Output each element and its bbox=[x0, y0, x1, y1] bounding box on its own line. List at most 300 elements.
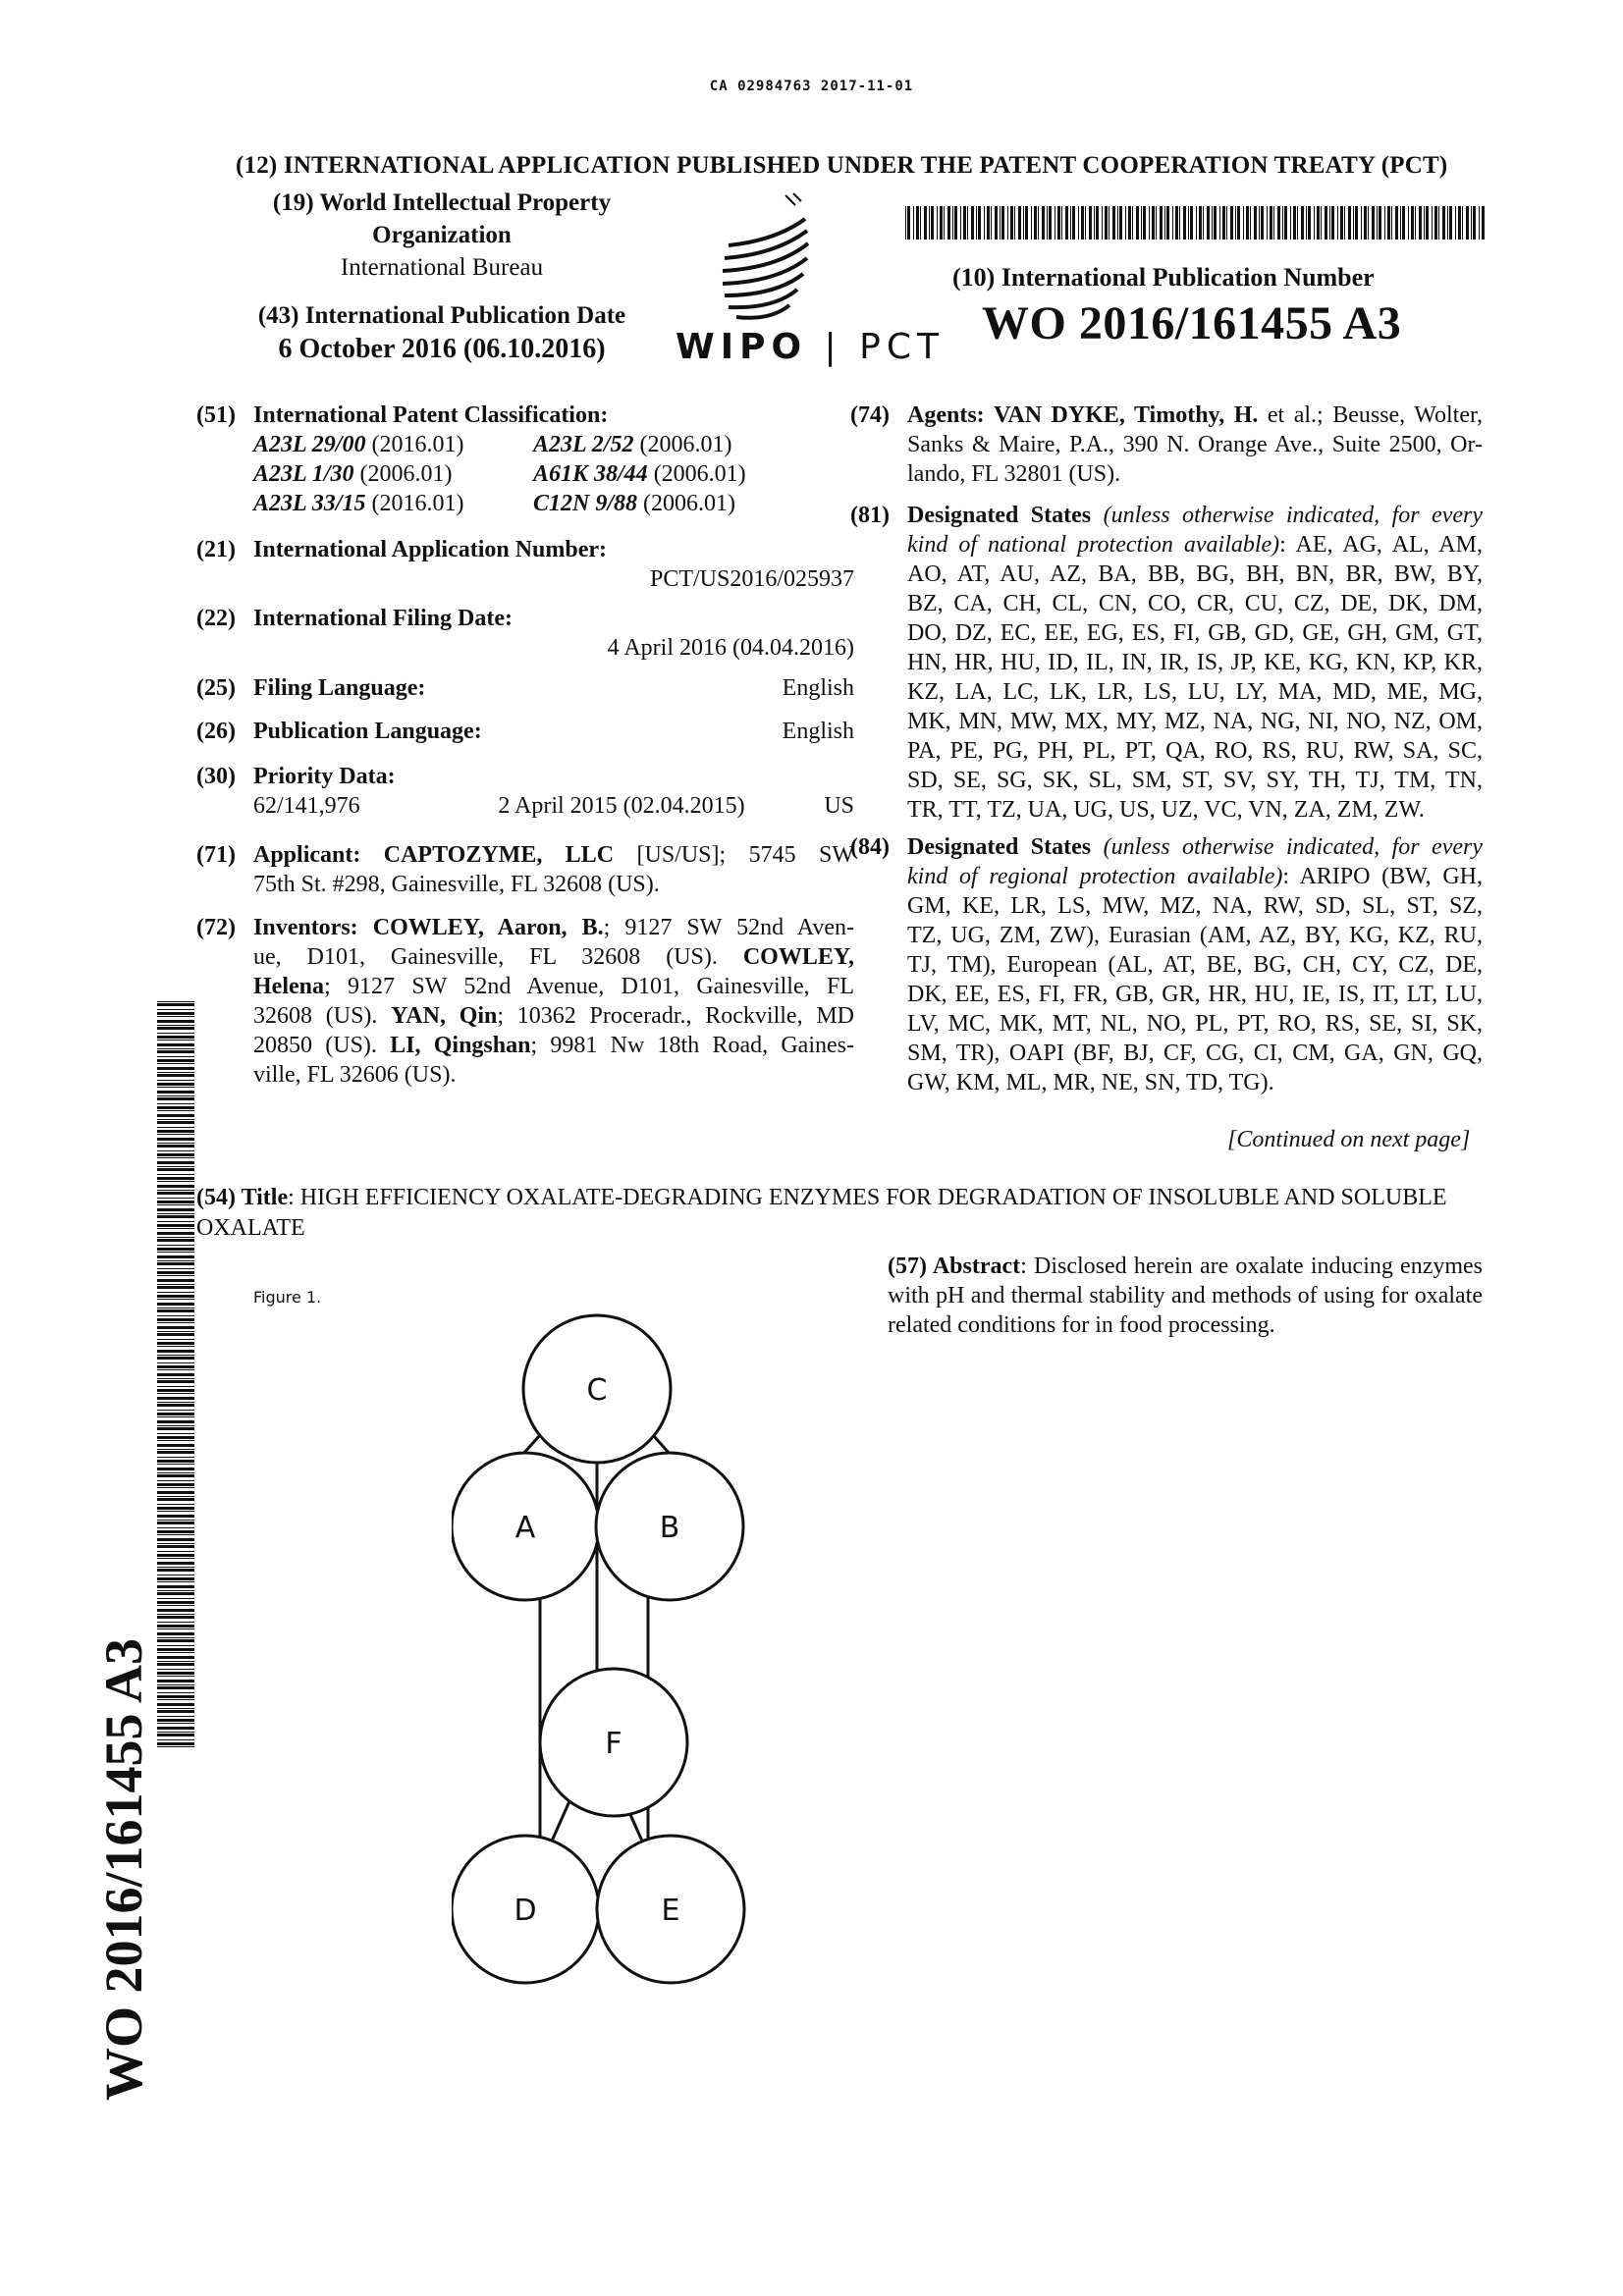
barcode-bar bbox=[157, 1286, 194, 1289]
publication-date-block bbox=[236, 299, 648, 366]
barcode-bar bbox=[1458, 206, 1461, 240]
barcode-bar bbox=[157, 1020, 194, 1023]
barcode-bar bbox=[1372, 206, 1375, 240]
barcode-bar bbox=[1331, 206, 1334, 240]
barcode-bar bbox=[1188, 206, 1189, 240]
barcode-bar bbox=[1267, 206, 1268, 240]
barcode-bar bbox=[157, 1192, 194, 1195]
barcode-bar bbox=[157, 1237, 194, 1238]
classification-label: International Patent Classification: bbox=[253, 402, 609, 428]
barcode-bar bbox=[1314, 206, 1315, 240]
org-line-1: (19) World Intellectual Property bbox=[272, 189, 612, 216]
barcode-bar bbox=[157, 1365, 194, 1368]
barcode-bar bbox=[157, 1581, 194, 1582]
barcode-bar bbox=[1419, 206, 1422, 240]
barcode-bar bbox=[157, 1410, 194, 1411]
barcode-bar bbox=[157, 1637, 194, 1638]
barcode-bar bbox=[157, 1369, 194, 1370]
barcode-bar bbox=[157, 1598, 194, 1599]
barcode-bar bbox=[157, 1153, 194, 1156]
barcode-bar bbox=[157, 1538, 194, 1541]
barcode-bar bbox=[157, 1551, 194, 1552]
barcode-bar bbox=[1072, 206, 1075, 240]
barcode-bar bbox=[157, 1043, 194, 1046]
barcode-bar bbox=[995, 206, 998, 240]
org-line-2: Organization bbox=[372, 222, 512, 248]
barcode-bar bbox=[157, 1067, 194, 1070]
title-text: : HIGH EFFICIENCY OXALATE-DEGRADING ENZYMES FOR DEGRADATION OF INSOLUBLE AND SOLUBLE OXALATE bbox=[196, 1185, 1447, 1241]
barcode-bar bbox=[157, 1033, 194, 1034]
barcode-bar bbox=[1344, 206, 1345, 240]
barcode-bar bbox=[963, 206, 966, 240]
barcode-bar bbox=[1426, 206, 1429, 240]
publication-barcode bbox=[905, 206, 1485, 240]
barcode-bar bbox=[1034, 206, 1037, 240]
abstract-text: : Disclosed herein are oxalate inducing enzymes with pH and thermal stability and methods of using for oxalate related conditions for in food processing. bbox=[888, 1254, 1484, 1338]
barcode-bar bbox=[157, 1472, 194, 1473]
barcode-bar bbox=[1070, 206, 1071, 240]
barcode-bar bbox=[1119, 206, 1122, 240]
barcode-bar bbox=[157, 1157, 194, 1158]
barcode-bar bbox=[1219, 206, 1220, 240]
barcode-bar bbox=[157, 1436, 194, 1439]
barcode-bar bbox=[916, 206, 919, 240]
barcode-bar bbox=[1038, 206, 1039, 240]
barcode-bar bbox=[157, 1732, 194, 1733]
barcode-bar bbox=[929, 206, 930, 240]
barcode-bar bbox=[1230, 206, 1233, 240]
priority-country: US bbox=[824, 793, 854, 819]
barcode-bar bbox=[1473, 206, 1476, 240]
node-label-e: E bbox=[661, 1894, 680, 1928]
barcode-bar bbox=[1482, 206, 1485, 240]
barcode-bar bbox=[1196, 206, 1197, 240]
barcode-bar bbox=[157, 1433, 194, 1434]
barcode-bar bbox=[157, 1185, 194, 1188]
barcode-bar bbox=[157, 1040, 194, 1041]
barcode-bar bbox=[1290, 206, 1291, 240]
barcode-bar bbox=[157, 1127, 194, 1128]
barcode-bar bbox=[1128, 206, 1131, 240]
barcode-bar bbox=[157, 1181, 194, 1182]
barcode-bar bbox=[157, 1215, 194, 1218]
barcode-bar bbox=[157, 1260, 194, 1261]
org-line-3: International Bureau bbox=[340, 254, 544, 281]
barcode-bar bbox=[157, 1138, 194, 1141]
barcode-bar bbox=[157, 1355, 194, 1356]
barcode-bar bbox=[157, 1346, 194, 1347]
barcode-bar bbox=[157, 1699, 194, 1700]
barcode-bar bbox=[157, 1121, 194, 1124]
barcode-bar bbox=[157, 1378, 194, 1379]
barcode-bar bbox=[157, 1114, 194, 1117]
barcode-bar bbox=[1400, 206, 1401, 240]
barcode-bar bbox=[1455, 206, 1456, 240]
barcode-bar bbox=[157, 1213, 194, 1214]
barcode-bar bbox=[1297, 206, 1298, 240]
barcode-bar bbox=[157, 1727, 194, 1730]
barcode-bar bbox=[1317, 206, 1320, 240]
barcode-bar bbox=[1023, 206, 1024, 240]
barcode-bar bbox=[1014, 206, 1015, 240]
barcode-bar bbox=[1368, 206, 1369, 240]
barcode-bar bbox=[157, 1719, 194, 1722]
barcode-bar bbox=[157, 1625, 194, 1628]
barcode-bar bbox=[1164, 206, 1165, 240]
barcode-bar bbox=[1306, 206, 1307, 240]
barcode-bar bbox=[1293, 206, 1296, 240]
barcode-bar bbox=[1377, 206, 1378, 240]
barcode-bar bbox=[157, 1168, 194, 1171]
barcode-bar bbox=[157, 1315, 194, 1316]
barcode-bar bbox=[157, 1590, 194, 1591]
side-publication-number: WO 2016/161455 A3 bbox=[94, 1637, 153, 2101]
barcode-bar bbox=[1117, 206, 1118, 240]
barcode-bar bbox=[1424, 206, 1425, 240]
barcode-bar bbox=[157, 1577, 194, 1580]
barcode-bar bbox=[157, 1252, 194, 1253]
barcode-bar bbox=[157, 1134, 194, 1135]
barcode-bar bbox=[157, 1515, 194, 1518]
barcode-bar bbox=[157, 1605, 194, 1606]
barcode-bar bbox=[157, 1480, 194, 1481]
node-label-c: C bbox=[586, 1373, 608, 1408]
barcode-bar bbox=[157, 1645, 194, 1646]
publication-number: WO 2016/161455 A3 bbox=[982, 297, 1402, 349]
barcode-bar bbox=[1007, 206, 1008, 240]
barcode-bar bbox=[157, 1001, 194, 1002]
field-57-abstract: (57) Abstract: Disclosed herein are oxalate inducing enzymes with pH and thermal stability and methods of using for oxalate related conditions for in food processing. bbox=[888, 1254, 1484, 1338]
barcode-bar bbox=[157, 1496, 194, 1497]
barcode-bar bbox=[1152, 206, 1155, 240]
barcode-bar bbox=[960, 206, 961, 240]
barcode-bar bbox=[157, 1232, 194, 1235]
barcode-bar bbox=[1031, 206, 1032, 240]
inventor-name: Helena bbox=[253, 974, 324, 999]
barcode-bar bbox=[1136, 206, 1139, 240]
barcode-bar bbox=[157, 1427, 194, 1430]
barcode-bar bbox=[157, 1255, 194, 1258]
barcode-bar bbox=[1132, 206, 1133, 240]
barcode-bar bbox=[157, 1012, 194, 1015]
barcode-bar bbox=[1250, 206, 1251, 240]
barcode-bar bbox=[1270, 206, 1272, 240]
barcode-bar bbox=[157, 1063, 194, 1064]
barcode-bar bbox=[1214, 206, 1217, 240]
barcode-bar bbox=[1408, 206, 1409, 240]
abstract-label: Abstract bbox=[932, 1254, 1021, 1279]
barcode-bar bbox=[1078, 206, 1079, 240]
classification-code: A23L 33/15 (2016.01) bbox=[253, 491, 464, 516]
barcode-bar bbox=[157, 1639, 194, 1642]
barcode-bar bbox=[971, 206, 974, 240]
barcode-bar bbox=[157, 1661, 194, 1662]
barcode-bar bbox=[157, 1622, 194, 1623]
barcode-bar bbox=[1471, 206, 1472, 240]
barcode-bar bbox=[1057, 206, 1060, 240]
barcode-bar bbox=[931, 206, 934, 240]
barcode-bar bbox=[157, 1684, 194, 1685]
barcode-bar bbox=[157, 1221, 194, 1222]
barcode-bar bbox=[1112, 206, 1115, 240]
barcode-bar bbox=[157, 1464, 194, 1465]
field-54-title: (54) Title: HIGH EFFICIENCY OXALATE-DEGRADING ENZYMES FOR DEGRADATION OF INSOLUBLE AND SOLUBLE OXALATE bbox=[196, 1185, 1447, 1241]
barcode-bar bbox=[157, 1520, 194, 1521]
barcode-bar bbox=[1183, 206, 1186, 240]
barcode-bar bbox=[157, 1695, 194, 1698]
barcode-bar bbox=[1479, 206, 1480, 240]
barcode-bar bbox=[157, 1050, 194, 1053]
barcode-bar bbox=[157, 1087, 194, 1088]
barcode-bar bbox=[157, 1527, 194, 1528]
barcode-bar bbox=[1061, 206, 1062, 240]
barcode-bar bbox=[157, 1080, 194, 1081]
classification-code: C12N 9/88 (2006.01) bbox=[533, 491, 735, 516]
barcode-bar bbox=[987, 206, 990, 240]
barcode-bar bbox=[157, 1072, 194, 1073]
barcode-bar bbox=[907, 206, 910, 240]
barcode-bar bbox=[944, 206, 945, 240]
barcode-bar bbox=[157, 1295, 194, 1298]
barcode-bar bbox=[1384, 206, 1385, 240]
barcode-bar bbox=[976, 206, 977, 240]
barcode-bar bbox=[157, 1228, 194, 1229]
barcode-bar bbox=[157, 1106, 194, 1109]
barcode-bar bbox=[1340, 206, 1343, 240]
barcode-bar bbox=[1364, 206, 1367, 240]
document-id: CA 02984763 2017-11-01 bbox=[709, 79, 914, 94]
barcode-bar bbox=[1277, 206, 1280, 240]
barcode-bar bbox=[157, 1416, 194, 1417]
barcode-bar bbox=[1402, 206, 1405, 240]
barcode-bar bbox=[157, 1103, 194, 1104]
barcode-bar bbox=[940, 206, 943, 240]
barcode-bar bbox=[157, 1074, 194, 1077]
wipo-globe-logo bbox=[668, 191, 815, 324]
barcode-bar bbox=[157, 1275, 194, 1276]
barcode-bar bbox=[157, 1585, 194, 1588]
barcode-bar bbox=[157, 1656, 194, 1659]
classification-code: A23L 2/52 (2006.01) bbox=[533, 432, 732, 457]
barcode-bar bbox=[157, 1632, 194, 1635]
barcode-bar bbox=[157, 1339, 194, 1340]
barcode-bar bbox=[157, 1357, 194, 1360]
barcode-bar bbox=[157, 1425, 194, 1426]
barcode-bar bbox=[157, 1201, 194, 1203]
barcode-bar bbox=[905, 206, 906, 240]
barcode-bar bbox=[157, 1097, 194, 1100]
barcode-bar bbox=[157, 1130, 194, 1133]
barcode-bar bbox=[1308, 206, 1311, 240]
barcode-bar bbox=[157, 1025, 194, 1026]
barcode-bar bbox=[157, 1562, 194, 1565]
barcode-bar bbox=[1337, 206, 1338, 240]
barcode-bar bbox=[1143, 206, 1146, 240]
barcode-bar bbox=[1348, 206, 1351, 240]
barcode-bar bbox=[157, 1362, 194, 1363]
barcode-bar bbox=[157, 1402, 194, 1403]
barcode-bar bbox=[984, 206, 985, 240]
barcode-bar bbox=[1160, 206, 1163, 240]
barcode-bar bbox=[157, 1672, 194, 1675]
barcode-bar bbox=[1361, 206, 1362, 240]
applicant-name: CAPTOZYME, LLC bbox=[383, 842, 615, 868]
barcode-bar bbox=[157, 1268, 194, 1269]
inventor-name: COWLEY, bbox=[742, 944, 854, 970]
barcode-bar bbox=[157, 1413, 194, 1415]
edge-f-d bbox=[550, 1801, 569, 1845]
inventor-name: YAN, Qin bbox=[391, 1003, 498, 1029]
barcode-bar bbox=[1449, 206, 1452, 240]
barcode-bar bbox=[1042, 206, 1045, 240]
barcode-bar bbox=[1273, 206, 1274, 240]
barcode-bar bbox=[157, 1095, 194, 1096]
barcode-bar bbox=[157, 1680, 194, 1682]
barcode-bar bbox=[1237, 206, 1240, 240]
barcode-bar bbox=[157, 1703, 194, 1706]
barcode-bar bbox=[157, 1262, 194, 1265]
barcode-bar bbox=[157, 1742, 194, 1745]
inventor-name: COWLEY, Aaron, B. bbox=[372, 915, 604, 940]
barcode-bar bbox=[1226, 206, 1227, 240]
inventor-name: LI, Qingshan bbox=[390, 1033, 531, 1058]
classification-code: A23L 1/30 (2006.01) bbox=[253, 461, 453, 487]
barcode-bar bbox=[1085, 206, 1086, 240]
barcode-bar bbox=[1190, 206, 1193, 240]
barcode-bar bbox=[1179, 206, 1180, 240]
barcode-bar bbox=[913, 206, 914, 240]
barcode-bar bbox=[157, 1601, 194, 1604]
barcode-bar bbox=[157, 1444, 194, 1447]
barcode-bar bbox=[1203, 206, 1204, 240]
agent-name: VAN DYKE, Timothy, H. bbox=[994, 402, 1259, 428]
barcode-bar bbox=[1301, 206, 1304, 240]
filing-language-value: English bbox=[782, 675, 854, 701]
barcode-bar bbox=[1125, 206, 1126, 240]
barcode-bar bbox=[1379, 206, 1381, 240]
publication-number-label: (10) International Publication Number bbox=[952, 263, 1375, 292]
barcode-bar bbox=[1049, 206, 1052, 240]
barcode-bar bbox=[1149, 206, 1150, 240]
barcode-bar bbox=[157, 1487, 194, 1488]
barcode-bar bbox=[157, 1451, 194, 1454]
barcode-bar bbox=[157, 1389, 194, 1392]
barcode-bar bbox=[157, 1652, 194, 1653]
barcode-bar bbox=[157, 1739, 194, 1740]
barcode-bar bbox=[1284, 206, 1287, 240]
publication-date-label: (43) International Publication Date bbox=[257, 302, 626, 329]
barcode-bar bbox=[1166, 206, 1169, 240]
barcode-bar bbox=[157, 1322, 194, 1323]
barcode-bar bbox=[924, 206, 927, 240]
wipo-pct-wordmark: WIPO | PCT bbox=[676, 327, 945, 367]
node-label-b: B bbox=[659, 1511, 680, 1545]
barcode-bar bbox=[157, 1331, 194, 1332]
barcode-bar bbox=[157, 1504, 194, 1505]
barcode-bar bbox=[157, 1303, 194, 1306]
barcode-bar bbox=[157, 1056, 194, 1057]
barcode-bar bbox=[157, 1491, 194, 1494]
barcode-bar bbox=[157, 1350, 194, 1353]
barcode-bar bbox=[1325, 206, 1327, 240]
barcode-bar bbox=[937, 206, 938, 240]
publication-type-heading: (12) INTERNATIONAL APPLICATION PUBLISHED UNDER THE PATENT COOPERATION TREATY (PCT) bbox=[236, 152, 1448, 179]
barcode-bar bbox=[157, 1208, 194, 1211]
filing-language-label: Filing Language: bbox=[253, 675, 426, 701]
barcode-bar bbox=[157, 1393, 194, 1394]
barcode-bar bbox=[157, 1145, 194, 1148]
barcode-bar bbox=[157, 1440, 194, 1441]
barcode-bar bbox=[1387, 206, 1390, 240]
barcode-bar bbox=[1065, 206, 1068, 240]
barcode-bar bbox=[157, 1380, 194, 1383]
barcode-bar bbox=[1438, 206, 1439, 240]
barcode-bar bbox=[157, 1592, 194, 1595]
barcode-bar bbox=[1254, 206, 1257, 240]
side-barcode bbox=[157, 1001, 194, 1747]
barcode-bar bbox=[1141, 206, 1142, 240]
applicant-address: 75th St. #298, Gainesville, FL 32608 (US). bbox=[253, 872, 660, 897]
barcode-bar bbox=[954, 206, 957, 240]
barcode-bar bbox=[1447, 206, 1448, 240]
barcode-bar bbox=[157, 1692, 194, 1693]
barcode-bar bbox=[1434, 206, 1437, 240]
barcode-bar bbox=[157, 1292, 194, 1293]
barcode-bar bbox=[1466, 206, 1469, 240]
applicant-line: Applicant: CAPTOZYME, LLC [US/US]; 5745 SW bbox=[253, 842, 854, 868]
barcode-bar bbox=[157, 1150, 194, 1151]
barcode-bar bbox=[157, 1457, 194, 1458]
barcode-bar bbox=[1047, 206, 1048, 240]
barcode-bar bbox=[1243, 206, 1244, 240]
barcode-bar bbox=[157, 1708, 194, 1709]
barcode-bar bbox=[157, 1239, 194, 1242]
barcode-bar bbox=[1010, 206, 1013, 240]
publication-language-value: English bbox=[782, 719, 854, 744]
application-number-label: International Application Number: bbox=[253, 537, 608, 562]
barcode-bar bbox=[1235, 206, 1236, 240]
barcode-bar bbox=[1261, 206, 1264, 240]
barcode-bar bbox=[1089, 206, 1092, 240]
barcode-bar bbox=[1096, 206, 1099, 240]
barcode-bar bbox=[157, 1663, 194, 1666]
barcode-bar bbox=[1222, 206, 1225, 240]
barcode-bar bbox=[1411, 206, 1414, 240]
publication-date-value: 6 October 2016 (06.10.2016) bbox=[278, 334, 606, 364]
barcode-bar bbox=[157, 1474, 194, 1477]
barcode-bar bbox=[157, 1449, 194, 1450]
barcode-bar bbox=[157, 1386, 194, 1387]
barcode-bar bbox=[157, 1333, 194, 1336]
barcode-bar bbox=[157, 1616, 194, 1619]
classification-code: A23L 29/00 (2016.01) bbox=[253, 432, 464, 457]
barcode-bar bbox=[157, 1003, 194, 1006]
barcode-bar bbox=[157, 1530, 194, 1533]
figure-label: Figure 1. bbox=[253, 1288, 322, 1307]
barcode-bar bbox=[157, 1248, 194, 1251]
continued-note: [Continued on next page] bbox=[1227, 1127, 1471, 1152]
priority-date: 2 April 2015 (02.04.2015) bbox=[498, 793, 745, 819]
classification-code: A61K 38/44 (2006.01) bbox=[533, 461, 746, 487]
barcode-bar bbox=[157, 1554, 194, 1557]
barcode-bar bbox=[157, 1498, 194, 1501]
barcode-bar bbox=[1094, 206, 1095, 240]
barcode-bar bbox=[1462, 206, 1463, 240]
barcode-bar bbox=[157, 1507, 194, 1510]
barcode-bar bbox=[157, 1569, 194, 1572]
barcode-bar bbox=[157, 1299, 194, 1300]
barcode-bar bbox=[157, 1190, 194, 1191]
